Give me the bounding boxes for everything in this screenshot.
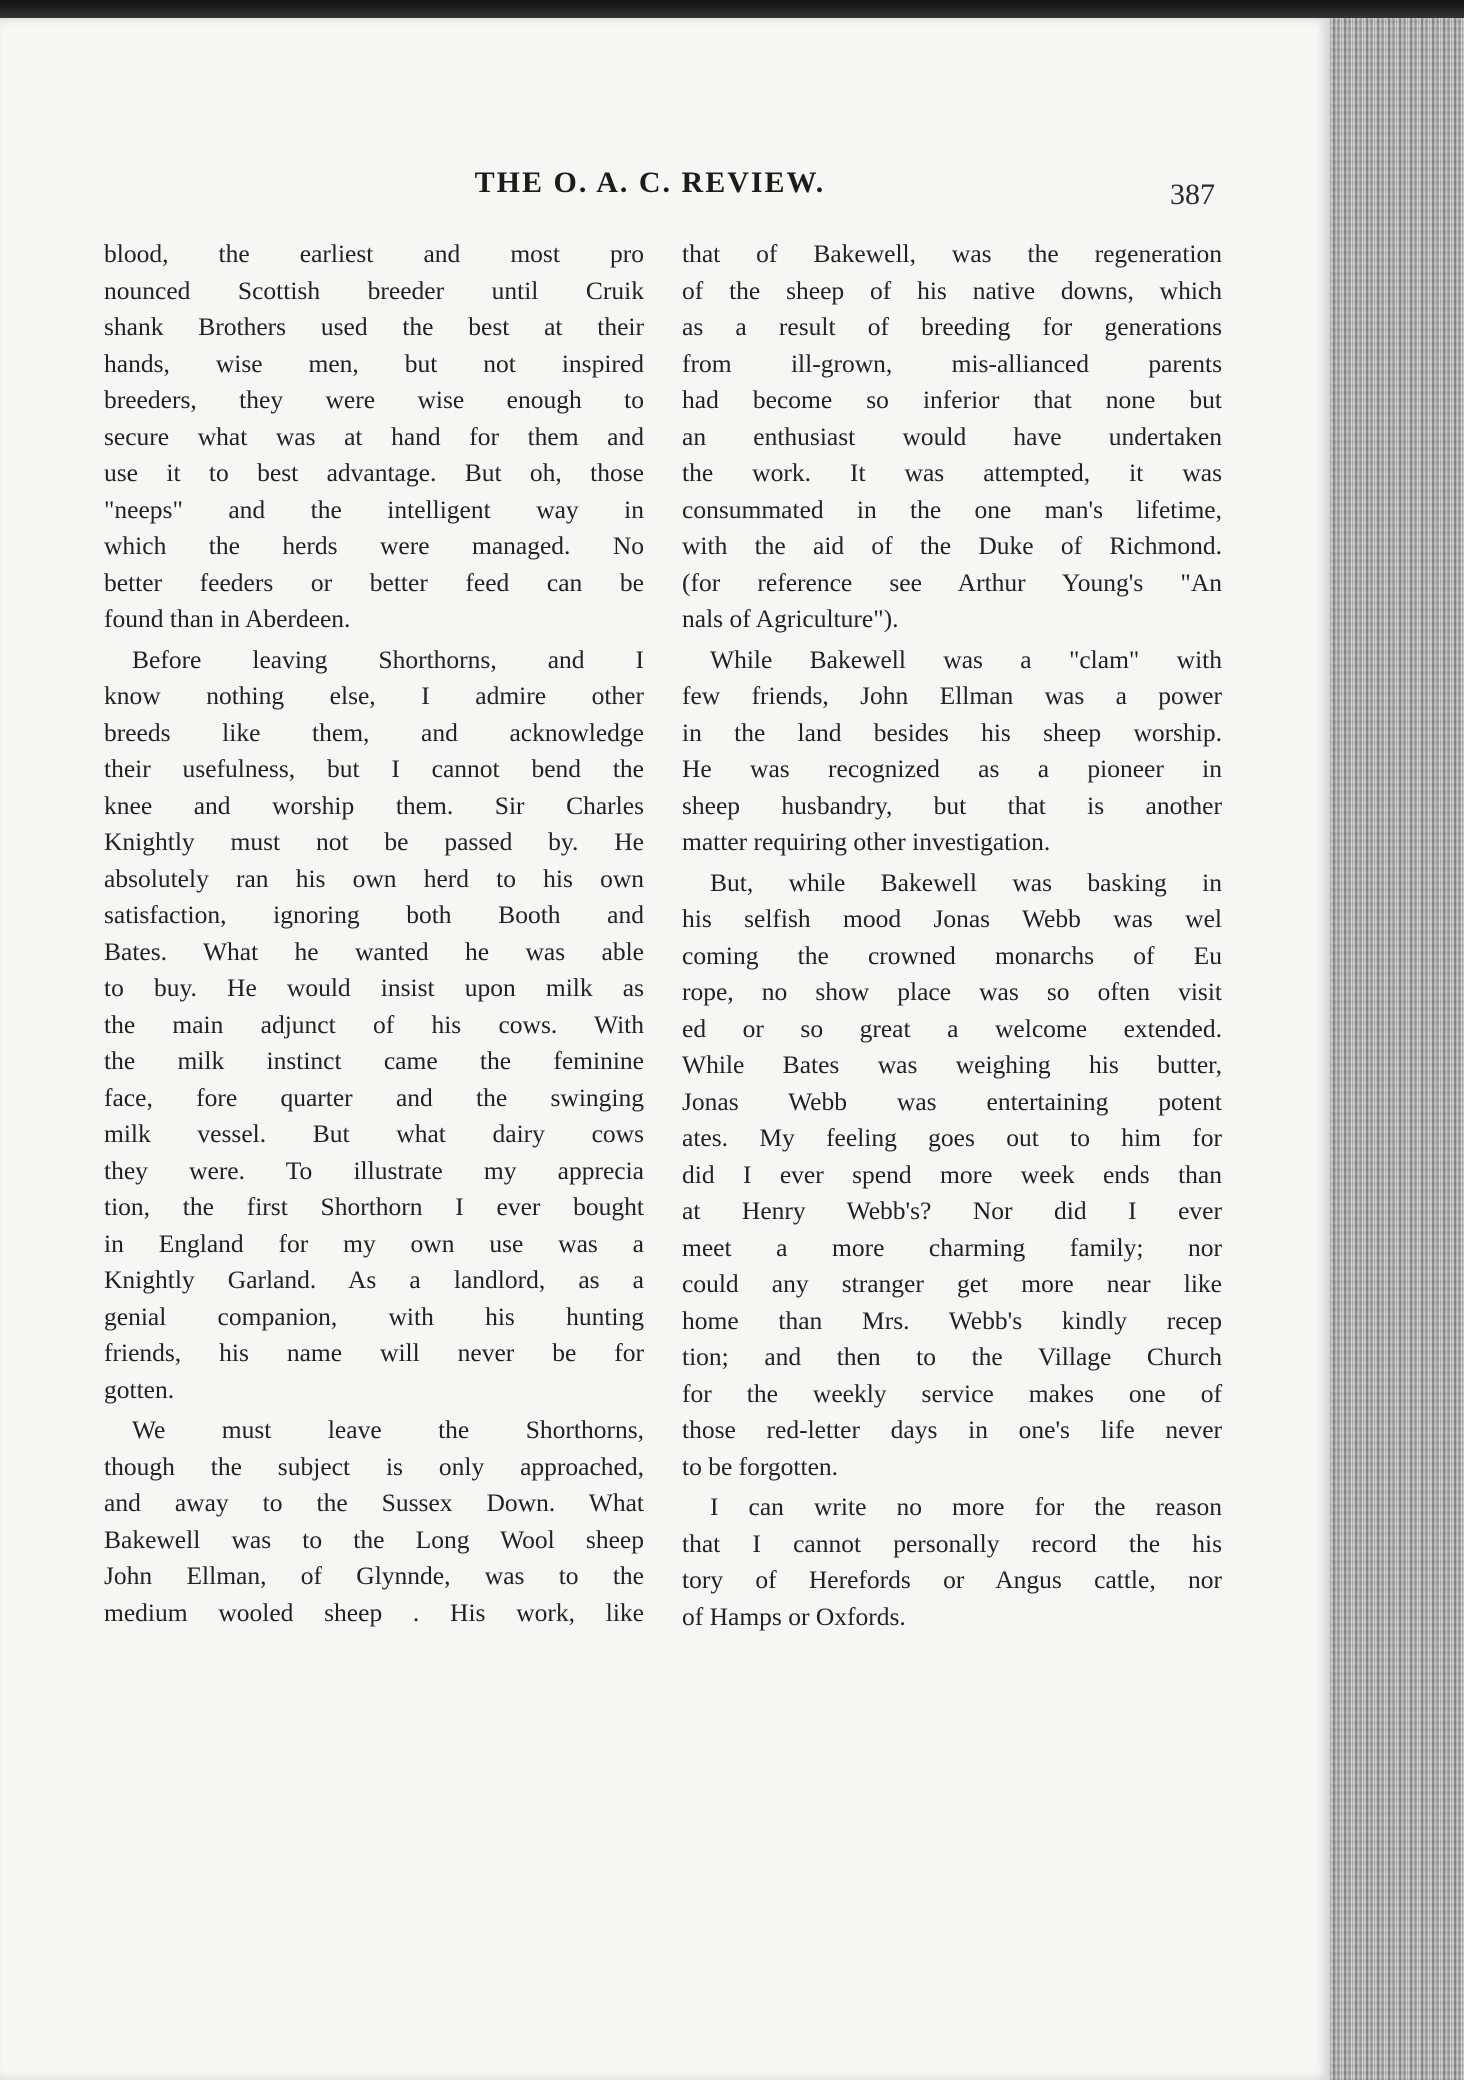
text-line: I can write no more for the reason [710, 1492, 1222, 1521]
text-line: to buy. He would insist upon milk as [104, 973, 644, 1002]
text-line: breeders, they were wise enough to [104, 385, 644, 414]
text-line: found than in Aberdeen. [104, 604, 351, 633]
text-line: home than Mrs. Webb's kindly recep [682, 1305, 1222, 1335]
text-line: While Bakewell was a "clam" with [710, 644, 1222, 674]
text-line: and away to the Sussex Down. What [104, 1488, 644, 1517]
text-line: blood, the earliest and most pro [104, 239, 644, 268]
text-line: friends, his name will never be for [104, 1338, 644, 1367]
text-line: Jonas Webb was entertaining potent [682, 1086, 1222, 1116]
text-line: He was recognized as a pioneer in [682, 754, 1222, 783]
text-line: "neeps" and the intelligent way in [104, 494, 644, 524]
text-line: with the aid of the Duke of Richmond. [682, 531, 1222, 560]
text-line: few friends, John Ellman was a power [682, 681, 1222, 710]
text-line: nounced Scottish breeder until Cruik [104, 275, 644, 305]
text-line: breeds like them, and acknowledge [104, 717, 644, 747]
text-line: their usefulness, but I cannot bend the [104, 754, 644, 783]
text-line: nals of Agriculture"). [682, 604, 899, 633]
running-title: THE O. A. C. REVIEW. [474, 166, 826, 199]
text-line: from ill-grown, mis-allianced parents [682, 348, 1222, 378]
text-line: absolutely ran his own herd to his own [104, 863, 644, 893]
text-line: tory of Herefords or Angus cattle, nor [682, 1565, 1222, 1594]
text-line: they were. To illustrate my apprecia [104, 1155, 644, 1185]
text-line: consummated in the one man's lifetime, [682, 494, 1222, 524]
text-line: ates. My feeling goes out to him for [682, 1123, 1222, 1152]
text-line: the milk instinct came the feminine [104, 1046, 644, 1075]
text-line: in England for my own use was a [104, 1228, 644, 1258]
text-line: (for reference see Arthur Young's "An [682, 567, 1222, 597]
text-line: that I cannot personally record the his [682, 1528, 1222, 1558]
text-line: While Bates was weighing his butter, [682, 1050, 1222, 1079]
text-line: secure what was at hand for them and [104, 421, 644, 451]
text-line: which the herds were managed. No [104, 531, 644, 560]
text-line: rope, no show place was so often visit [682, 977, 1222, 1006]
paragraph [682, 865, 1222, 1486]
text-line: had become so inferior that none but [682, 385, 1222, 414]
paragraph [104, 1412, 644, 1631]
text-line: his selfish mood Jonas Webb was wel [682, 904, 1222, 933]
text-line: Bates. What he wanted he was able [104, 936, 644, 966]
book-page-edges [1330, 18, 1464, 2080]
text-line: tion; and then to the Village Church [682, 1342, 1222, 1371]
text-line: as a result of breeding for generations [682, 312, 1222, 341]
text-line: use it to best advantage. But oh, those [104, 458, 644, 487]
text-line: face, fore quarter and the swinging [104, 1082, 644, 1112]
text-line: an enthusiast would have undertaken [682, 421, 1222, 451]
text-line: We must leave the Shorthorns, [132, 1415, 644, 1444]
text-line: But, while Bakewell was basking in [710, 867, 1222, 897]
text-line: Knightly Garland. As a landlord, as a [104, 1265, 644, 1294]
text-line: ed or so great a welcome extended. [682, 1013, 1222, 1043]
text-line: medium wooled sheep . His work, like [104, 1597, 644, 1627]
page-number: 387 [1170, 178, 1215, 211]
text-line: knee and worship them. Sir Charles [104, 790, 644, 820]
paragraph [104, 642, 644, 1409]
text-line: to be forgotten. [682, 1451, 839, 1481]
text-line: sheep husbandry, but that is another [682, 790, 1222, 820]
text-line: John Ellman, of Glynnde, was to the [104, 1561, 644, 1590]
text-line: of the sheep of his native downs, which [682, 275, 1222, 305]
text-line: better feeders or better feed can be [104, 567, 644, 597]
text-line: hands, wise men, but not inspired [104, 348, 644, 378]
text-line: that of Bakewell, was the regeneration [682, 239, 1222, 268]
text-line: though the subject is only approached, [104, 1451, 644, 1481]
text-line: matter requiring other investigation. [682, 827, 1051, 856]
text-line: for the weekly service makes one of [682, 1378, 1222, 1408]
text-line: know nothing else, I admire other [104, 681, 644, 710]
text-line: the work. It was attempted, it was [682, 458, 1222, 487]
text-line: those red-letter days in one's life never [682, 1415, 1222, 1444]
text-line: Bakewell was to the Long Wool sheep [104, 1524, 644, 1554]
text-line: shank Brothers used the best at their [104, 312, 644, 341]
paragraph [682, 236, 1222, 638]
text-line: coming the crowned monarchs of Eu [682, 940, 1222, 970]
paragraph [104, 236, 644, 638]
text-line: did I ever spend more week ends than [682, 1159, 1222, 1189]
text-line: at Henry Webb's? Nor did I ever [682, 1196, 1222, 1225]
left-column [104, 236, 644, 1635]
book-page [0, 18, 1330, 2080]
paragraph [682, 642, 1222, 861]
text-line: Knightly must not be passed by. He [104, 827, 644, 856]
text-line: Before leaving Shorthorns, and I [132, 644, 644, 674]
text-line: in the land besides his sheep worship. [682, 717, 1222, 747]
text-line: could any stranger get more near like [682, 1269, 1222, 1298]
text-line: tion, the first Shorthorn I ever bought [104, 1192, 644, 1221]
text-line: the main adjunct of his cows. With [104, 1009, 644, 1039]
text-line: genial companion, with his hunting [104, 1301, 644, 1331]
text-line: milk vessel. But what dairy cows [104, 1119, 644, 1148]
right-column [682, 236, 1222, 1639]
text-line: satisfaction, ignoring both Booth and [104, 900, 644, 929]
text-line: of Hamps or Oxfords. [682, 1601, 906, 1631]
paragraph [682, 1489, 1222, 1635]
text-line: gotten. [104, 1374, 175, 1404]
text-line: meet a more charming family; nor [682, 1232, 1222, 1262]
